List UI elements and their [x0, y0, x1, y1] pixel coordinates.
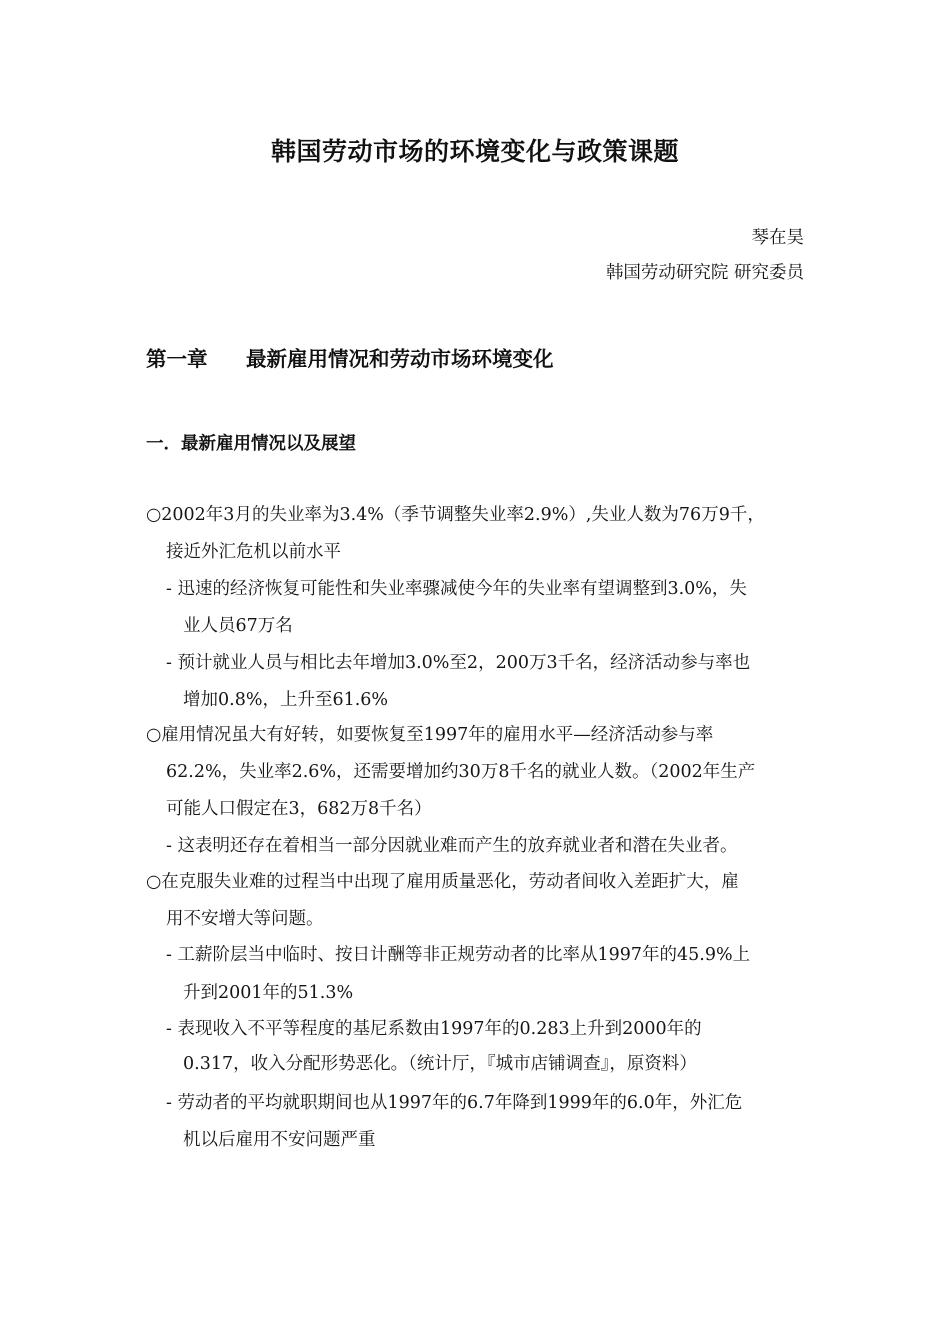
dash-line: - 迅速的经济恢复可能性和失业率骤减使今年的失业率有望调整到3.0%，失: [166, 579, 747, 599]
dash-continuation-line: 机以后雇用不安问题严重: [183, 1130, 376, 1150]
dash-continuation-line: 业人员67万名: [183, 616, 293, 636]
bullet-line: ○在克服失业难的过程当中出现了雇用质量恶化，劳动者间收入差距扩大，雇: [146, 872, 739, 892]
bullet-continuation-line: 62.2%，失业率2.6%，还需要增加约30万8千名的就业人数。（2002年生产: [166, 762, 756, 782]
dash-line: - 这表明还存在着相当一部分因就业难而产生的放弃就业者和潜在失业者。: [166, 836, 738, 856]
bullet-continuation-line: 可能人口假定在3，682万8千名）: [166, 799, 432, 819]
dash-line: - 工薪阶层当中临时、按日计酬等非正规劳动者的比率从1997年的45.9%上: [166, 945, 751, 965]
dash-continuation-line: 增加0.8%，上升至61.6%: [183, 690, 389, 710]
author-name: 琴在昊: [751, 228, 804, 248]
bullet-continuation-line: 用不安增大等问题。: [166, 909, 324, 929]
chapter-title: 最新雇用情况和劳动市场环境变化: [246, 347, 554, 371]
dash-line: - 劳动者的平均就职期间也从1997年的6.7年降到1999年的6.0年，外汇危: [166, 1093, 743, 1113]
author-affiliation: 韩国劳动研究院 研究委员: [605, 263, 804, 283]
chapter-number: 第一章: [146, 347, 208, 371]
bullet-continuation-line: 接近外汇危机以前水平: [166, 542, 341, 562]
section-heading: 一．最新雇用情况以及展望: [146, 434, 356, 454]
dash-continuation-line: 0.317，收入分配形势恶化。（统计厅，『城市店铺调查』，原资料）: [183, 1054, 697, 1074]
dash-line: - 预计就业人员与相比去年增加3.0%至2，200万3千名，经济活动参与率也: [166, 653, 751, 673]
bullet-line: ○雇用情况虽大有好转，如要恢复至1997年的雇用水平—经济活动参与率: [146, 725, 714, 745]
dash-continuation-line: 升到2001年的51.3%: [183, 983, 354, 1003]
document-title: 韩国劳动市场的环境变化与政策课题: [270, 137, 679, 166]
chapter-heading: [146, 343, 554, 375]
dash-line: - 表现收入不平等程度的基尼系数由1997年的0.283上升到2000年的: [166, 1019, 702, 1039]
bullet-line: ○2002年3月的失业率为3.4%（季节调整失业率2.9%）,失业人数为76万9千，: [146, 505, 765, 525]
